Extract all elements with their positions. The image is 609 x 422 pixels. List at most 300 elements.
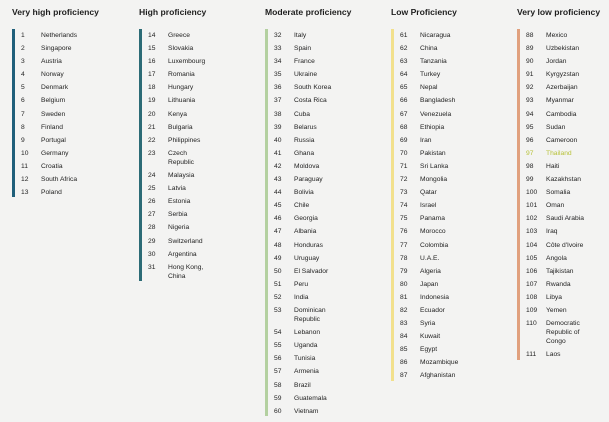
rank-number: 32 bbox=[274, 32, 282, 39]
country-name bbox=[168, 70, 195, 79]
country-name-line: Rwanda bbox=[546, 280, 571, 288]
rank-number: 10 bbox=[21, 149, 29, 157]
country-name bbox=[546, 254, 567, 263]
rank-number: 31 bbox=[148, 263, 156, 271]
country-name bbox=[294, 96, 327, 105]
country-name bbox=[420, 254, 439, 263]
country-name bbox=[294, 254, 319, 263]
country-name bbox=[420, 293, 449, 302]
country-name-line: Hong Kong, bbox=[168, 263, 204, 271]
rank-number: 30 bbox=[148, 250, 156, 258]
country-name bbox=[420, 306, 445, 315]
country-name-line: Republic bbox=[168, 158, 195, 166]
rank-number: 1 bbox=[21, 32, 25, 39]
rank-number: 7 bbox=[21, 110, 25, 118]
rank-number: 90 bbox=[526, 58, 534, 66]
country-name bbox=[546, 306, 567, 315]
country-name bbox=[168, 96, 195, 105]
country-name-line: Qatar bbox=[420, 189, 437, 197]
country-name bbox=[41, 31, 77, 40]
country-name-line: Uruguay bbox=[294, 254, 320, 262]
country-name bbox=[294, 280, 308, 289]
rank-number: 101 bbox=[526, 202, 538, 210]
rank-number: 65 bbox=[400, 84, 408, 92]
country-name-line: Croatia bbox=[41, 162, 63, 170]
country-name bbox=[294, 241, 323, 250]
rank-number: 26 bbox=[148, 198, 156, 206]
rank-number: 13 bbox=[21, 189, 29, 197]
country-name-line: Yemen bbox=[546, 306, 567, 314]
country-name-line: Cuba bbox=[294, 110, 310, 118]
country-name bbox=[546, 44, 579, 53]
country-name bbox=[420, 201, 436, 210]
country-name bbox=[294, 267, 328, 276]
rank-number: 84 bbox=[400, 333, 408, 341]
rank-number: 24 bbox=[148, 172, 156, 180]
country-name-line: Nigeria bbox=[168, 224, 190, 232]
country-name-line: Belarus bbox=[294, 123, 317, 131]
country-name bbox=[168, 184, 186, 193]
country-name bbox=[168, 263, 203, 281]
country-name-line: Cambodia bbox=[546, 110, 577, 118]
country-name bbox=[294, 214, 318, 223]
country-name-line: Angola bbox=[546, 254, 567, 262]
country-name-line: Uzbekistan bbox=[546, 45, 580, 53]
rank-number: 79 bbox=[400, 267, 408, 275]
rank-number: 58 bbox=[274, 381, 282, 389]
country-name bbox=[294, 381, 311, 390]
rank-number: 63 bbox=[400, 58, 408, 66]
country-name-line: Iran bbox=[420, 136, 432, 144]
country-name bbox=[168, 171, 194, 180]
country-name bbox=[168, 123, 193, 132]
rank-number: 108 bbox=[526, 293, 538, 301]
country-name bbox=[546, 83, 578, 92]
rank-number: 99 bbox=[526, 176, 534, 184]
rank-number: 55 bbox=[274, 342, 282, 350]
rank-number: 80 bbox=[400, 280, 408, 288]
rank-number: 88 bbox=[526, 32, 534, 39]
rank-number: 64 bbox=[400, 71, 408, 79]
rank-number: 51 bbox=[274, 280, 282, 288]
rank-number: 76 bbox=[400, 228, 408, 236]
country-name-line: Tunisia bbox=[294, 355, 316, 363]
country-name bbox=[168, 197, 190, 206]
rank-number: 92 bbox=[526, 84, 534, 92]
country-name-line: Nepal bbox=[420, 84, 438, 92]
country-name bbox=[168, 57, 205, 66]
country-name-line: Côte d'Ivoire bbox=[546, 241, 584, 249]
country-name-line: Sweden bbox=[41, 110, 66, 118]
country-name bbox=[41, 136, 66, 145]
country-name bbox=[420, 57, 447, 66]
country-name bbox=[41, 83, 68, 92]
rank-number: 71 bbox=[400, 162, 408, 170]
country-name bbox=[294, 341, 317, 350]
rank-number: 18 bbox=[148, 84, 156, 92]
country-name-line: Turkey bbox=[420, 71, 441, 79]
rank-number: 43 bbox=[274, 176, 282, 184]
country-name bbox=[420, 319, 435, 328]
country-name-line: Cameroon bbox=[546, 136, 578, 144]
rank-number: 105 bbox=[526, 254, 538, 262]
rank-number: 15 bbox=[148, 45, 156, 53]
country-name bbox=[546, 201, 564, 210]
country-name bbox=[41, 123, 63, 132]
country-name-line: Vietnam bbox=[294, 407, 319, 415]
rank-number: 39 bbox=[274, 123, 282, 131]
country-name bbox=[546, 175, 581, 184]
rank-number: 25 bbox=[148, 185, 156, 193]
country-name-line: Peru bbox=[294, 280, 309, 288]
country-name bbox=[168, 44, 193, 53]
rank-number: 53 bbox=[274, 306, 282, 314]
country-name bbox=[420, 149, 446, 158]
rank-number: 44 bbox=[274, 189, 282, 197]
rank-number: 52 bbox=[274, 293, 282, 301]
country-name bbox=[41, 96, 65, 105]
country-name-line: Republic of bbox=[546, 329, 580, 337]
rank-number: 104 bbox=[526, 241, 538, 249]
country-name bbox=[546, 149, 572, 158]
country-name bbox=[294, 44, 311, 53]
country-name bbox=[41, 149, 69, 158]
country-name-line: Japan bbox=[420, 280, 439, 288]
country-name bbox=[546, 293, 562, 302]
country-name-line: Argentina bbox=[168, 250, 197, 258]
rank-number: 33 bbox=[274, 45, 282, 53]
country-name-line: Brazil bbox=[294, 381, 311, 389]
country-name-line: Belgium bbox=[41, 97, 66, 105]
proficiency-color-bar bbox=[12, 29, 15, 197]
rank-number: 19 bbox=[148, 97, 156, 105]
country-name bbox=[420, 241, 448, 250]
rank-number: 68 bbox=[400, 123, 408, 131]
rank-number: 66 bbox=[400, 97, 408, 105]
country-name-line: Denmark bbox=[41, 84, 69, 92]
country-name bbox=[168, 110, 187, 119]
country-name-line: Jordan bbox=[546, 58, 567, 66]
column-heading: Very high proficiency bbox=[12, 7, 99, 17]
country-name bbox=[168, 149, 194, 167]
country-name bbox=[294, 31, 306, 40]
country-name-line: Georgia bbox=[294, 215, 318, 223]
country-name bbox=[41, 70, 64, 79]
country-name-line: Lithuania bbox=[168, 97, 196, 105]
country-name-line: Norway bbox=[41, 71, 64, 79]
rank-number: 16 bbox=[148, 58, 156, 66]
rank-number: 81 bbox=[400, 293, 408, 301]
rank-number: 74 bbox=[400, 202, 408, 210]
rank-number: 60 bbox=[274, 407, 282, 415]
country-name bbox=[420, 83, 437, 92]
rank-number: 28 bbox=[148, 224, 156, 232]
country-name-line: Costa Rica bbox=[294, 97, 327, 105]
country-name-line: Congo bbox=[546, 338, 566, 346]
country-name bbox=[294, 123, 317, 132]
country-name bbox=[294, 227, 316, 236]
country-name-line: Republic bbox=[294, 315, 321, 323]
country-name-line: Lebanon bbox=[294, 329, 321, 337]
country-name-line: Guatemala bbox=[294, 394, 327, 402]
country-name-line: Italy bbox=[294, 32, 307, 39]
country-name bbox=[168, 250, 197, 259]
country-name-line: Somalia bbox=[546, 189, 571, 197]
country-name-line: Luxembourg bbox=[168, 58, 206, 66]
country-name bbox=[420, 188, 437, 197]
rank-number: 50 bbox=[274, 267, 282, 275]
country-name-line: Democratic bbox=[546, 320, 580, 328]
country-name-line: Romania bbox=[168, 71, 195, 79]
country-name-line: Ethiopia bbox=[420, 123, 445, 131]
country-name bbox=[420, 136, 432, 145]
country-name-line: Mozambique bbox=[420, 359, 459, 367]
country-name bbox=[420, 123, 444, 132]
rank-number: 94 bbox=[526, 110, 534, 118]
country-name bbox=[420, 280, 438, 289]
country-name-line: Spain bbox=[294, 45, 312, 53]
country-name bbox=[294, 162, 319, 171]
rank-number: 107 bbox=[526, 280, 538, 288]
country-name bbox=[294, 188, 314, 197]
country-name-line: France bbox=[294, 58, 315, 66]
country-name bbox=[420, 44, 437, 53]
column-heading: Very low proficiency bbox=[517, 7, 601, 17]
column-heading: High proficiency bbox=[139, 7, 207, 17]
country-name bbox=[420, 267, 441, 276]
country-name bbox=[41, 188, 62, 197]
rank-number: 85 bbox=[400, 346, 408, 354]
rank-number: 97 bbox=[526, 149, 534, 157]
country-name-line: Slovakia bbox=[168, 45, 194, 53]
rank-number: 93 bbox=[526, 97, 534, 105]
country-name-line: Ecuador bbox=[420, 306, 445, 314]
country-name-line: Bangladesh bbox=[420, 97, 456, 105]
country-name-line: South Korea bbox=[294, 84, 332, 92]
country-name bbox=[546, 319, 580, 346]
proficiency-color-bar bbox=[265, 29, 268, 416]
country-name-line: Morocco bbox=[420, 228, 446, 236]
country-name-line: Bulgaria bbox=[168, 123, 193, 131]
rank-number: 37 bbox=[274, 97, 282, 105]
country-name-line: Austria bbox=[41, 58, 62, 66]
country-name-line: Mexico bbox=[546, 32, 568, 39]
rank-number: 21 bbox=[148, 123, 156, 131]
country-name-line: Estonia bbox=[168, 198, 191, 206]
country-name-line: Bolivia bbox=[294, 189, 314, 197]
country-name-line: Pakistan bbox=[420, 149, 446, 157]
country-name-line: Tanzania bbox=[420, 58, 447, 66]
country-name-line: Germany bbox=[41, 149, 69, 157]
country-name-line: Moldova bbox=[294, 162, 320, 170]
country-name-line: Portugal bbox=[41, 136, 66, 144]
country-name-line: Kyrgyzstan bbox=[546, 71, 580, 79]
country-name bbox=[294, 83, 331, 92]
country-name bbox=[168, 223, 189, 232]
country-name-line: Latvia bbox=[168, 185, 186, 193]
rank-number: 87 bbox=[400, 372, 408, 380]
rank-number: 47 bbox=[274, 228, 282, 236]
rank-number: 49 bbox=[274, 254, 282, 262]
country-name bbox=[420, 358, 458, 367]
rank-number: 29 bbox=[148, 237, 156, 245]
country-name-line: Chile bbox=[294, 202, 310, 210]
rank-number: 14 bbox=[148, 32, 156, 39]
country-name-line: Philippines bbox=[168, 136, 201, 144]
rank-number: 98 bbox=[526, 162, 534, 170]
country-name-line: Malaysia bbox=[168, 172, 195, 180]
country-name bbox=[294, 306, 326, 324]
country-name bbox=[420, 227, 446, 236]
country-name-line: U.A.E. bbox=[420, 254, 440, 262]
country-name-line: Indonesia bbox=[420, 293, 450, 301]
country-name-line: India bbox=[294, 293, 309, 301]
country-name-line: Hungary bbox=[168, 84, 194, 92]
country-name bbox=[294, 367, 319, 376]
country-name bbox=[294, 175, 323, 184]
rank-number: 75 bbox=[400, 215, 408, 223]
country-name bbox=[546, 123, 565, 132]
country-name bbox=[168, 31, 190, 40]
country-name-line: Laos bbox=[546, 351, 561, 359]
country-name bbox=[294, 407, 318, 416]
rank-number: 67 bbox=[400, 110, 408, 118]
country-name bbox=[420, 345, 437, 354]
country-name-line: Paraguay bbox=[294, 176, 323, 184]
country-name bbox=[420, 371, 455, 380]
country-name-line: Oman bbox=[546, 202, 565, 210]
rank-number: 69 bbox=[400, 136, 408, 144]
country-name bbox=[546, 214, 584, 223]
rank-number: 57 bbox=[274, 368, 282, 376]
rank-number: 56 bbox=[274, 355, 282, 363]
country-name-line: Singapore bbox=[41, 45, 72, 53]
country-name bbox=[168, 136, 200, 145]
rank-number: 72 bbox=[400, 176, 408, 184]
country-name bbox=[546, 188, 570, 197]
proficiency-color-bar bbox=[517, 29, 520, 360]
rank-number: 6 bbox=[21, 97, 25, 105]
rank-number: 62 bbox=[400, 45, 408, 53]
country-name-line: Azerbaijan bbox=[546, 84, 578, 92]
country-name bbox=[294, 354, 315, 363]
country-name bbox=[420, 214, 445, 223]
rank-number: 36 bbox=[274, 84, 282, 92]
rank-number: 95 bbox=[526, 123, 534, 131]
country-name-line: Sri Lanka bbox=[420, 162, 449, 170]
country-name bbox=[546, 57, 566, 66]
country-name-line: Panama bbox=[420, 215, 445, 223]
country-name bbox=[41, 175, 77, 184]
country-name-line: Finland bbox=[41, 123, 63, 131]
rank-number: 46 bbox=[274, 215, 282, 223]
country-name-line: Mongolia bbox=[420, 176, 448, 184]
rank-number: 38 bbox=[274, 110, 282, 118]
rank-number: 45 bbox=[274, 202, 282, 210]
country-name-line: Iraq bbox=[546, 228, 558, 236]
rank-number: 2 bbox=[21, 45, 25, 53]
rank-number: 89 bbox=[526, 45, 534, 53]
country-name bbox=[546, 267, 574, 276]
rank-number: 20 bbox=[148, 110, 156, 118]
country-name-line: Dominican bbox=[294, 306, 326, 314]
rank-number: 9 bbox=[21, 136, 25, 144]
rank-number: 35 bbox=[274, 71, 282, 79]
country-name bbox=[294, 57, 315, 66]
rank-number: 40 bbox=[274, 136, 282, 144]
rank-number: 78 bbox=[400, 254, 408, 262]
rank-number: 3 bbox=[21, 58, 25, 66]
country-name-line: Kenya bbox=[168, 110, 187, 118]
country-name-line: Honduras bbox=[294, 241, 323, 249]
rank-number: 86 bbox=[400, 359, 408, 367]
rank-number: 22 bbox=[148, 136, 156, 144]
rank-number: 96 bbox=[526, 136, 534, 144]
country-name-line: Tajikistan bbox=[546, 267, 574, 275]
country-name-line: Russia bbox=[294, 136, 315, 144]
country-name-line: Haiti bbox=[546, 162, 560, 170]
rank-number: 77 bbox=[400, 241, 408, 249]
country-name-line: Netherlands bbox=[41, 32, 78, 39]
country-name bbox=[546, 70, 579, 79]
rank-number: 17 bbox=[148, 71, 156, 79]
rank-number: 27 bbox=[148, 211, 156, 219]
country-name-line: Poland bbox=[41, 189, 62, 197]
rank-number: 8 bbox=[21, 123, 25, 131]
rank-number: 11 bbox=[21, 162, 28, 170]
country-name bbox=[41, 110, 65, 119]
rank-number: 106 bbox=[526, 267, 538, 275]
rank-number: 5 bbox=[21, 84, 25, 92]
country-name bbox=[546, 110, 576, 119]
rank-number: 111 bbox=[526, 351, 537, 359]
rank-number: 54 bbox=[274, 329, 282, 337]
rank-number: 73 bbox=[400, 189, 408, 197]
country-name bbox=[546, 162, 559, 171]
country-name-line: Colombia bbox=[420, 241, 449, 249]
country-name-line: Sudan bbox=[546, 123, 566, 131]
proficiency-color-bar bbox=[139, 29, 142, 281]
country-name-line: Libya bbox=[546, 293, 562, 301]
country-name-line: El Salvador bbox=[294, 267, 329, 275]
country-name bbox=[294, 110, 310, 119]
country-name-line: South Africa bbox=[41, 176, 78, 184]
rank-number: 23 bbox=[148, 149, 156, 157]
country-name bbox=[546, 280, 571, 289]
rank-number: 102 bbox=[526, 215, 538, 223]
country-name bbox=[294, 136, 314, 145]
country-name bbox=[294, 293, 309, 302]
country-name-line: Czech bbox=[168, 149, 187, 157]
country-name bbox=[420, 332, 440, 341]
country-name-line: Kuwait bbox=[420, 333, 441, 341]
country-name-line: Armenia bbox=[294, 368, 319, 376]
country-name bbox=[41, 57, 62, 66]
country-name bbox=[294, 149, 314, 158]
country-name-line: Israel bbox=[420, 202, 437, 210]
country-name bbox=[294, 70, 317, 79]
rank-number: 59 bbox=[274, 394, 282, 402]
country-name bbox=[294, 328, 320, 337]
country-name-line: Ukraine bbox=[294, 71, 318, 79]
country-name bbox=[420, 175, 447, 184]
country-name bbox=[546, 350, 561, 359]
country-name bbox=[546, 31, 567, 40]
country-name bbox=[420, 70, 440, 79]
rank-number: 34 bbox=[274, 58, 282, 66]
country-name bbox=[546, 96, 574, 105]
country-name bbox=[420, 31, 450, 40]
